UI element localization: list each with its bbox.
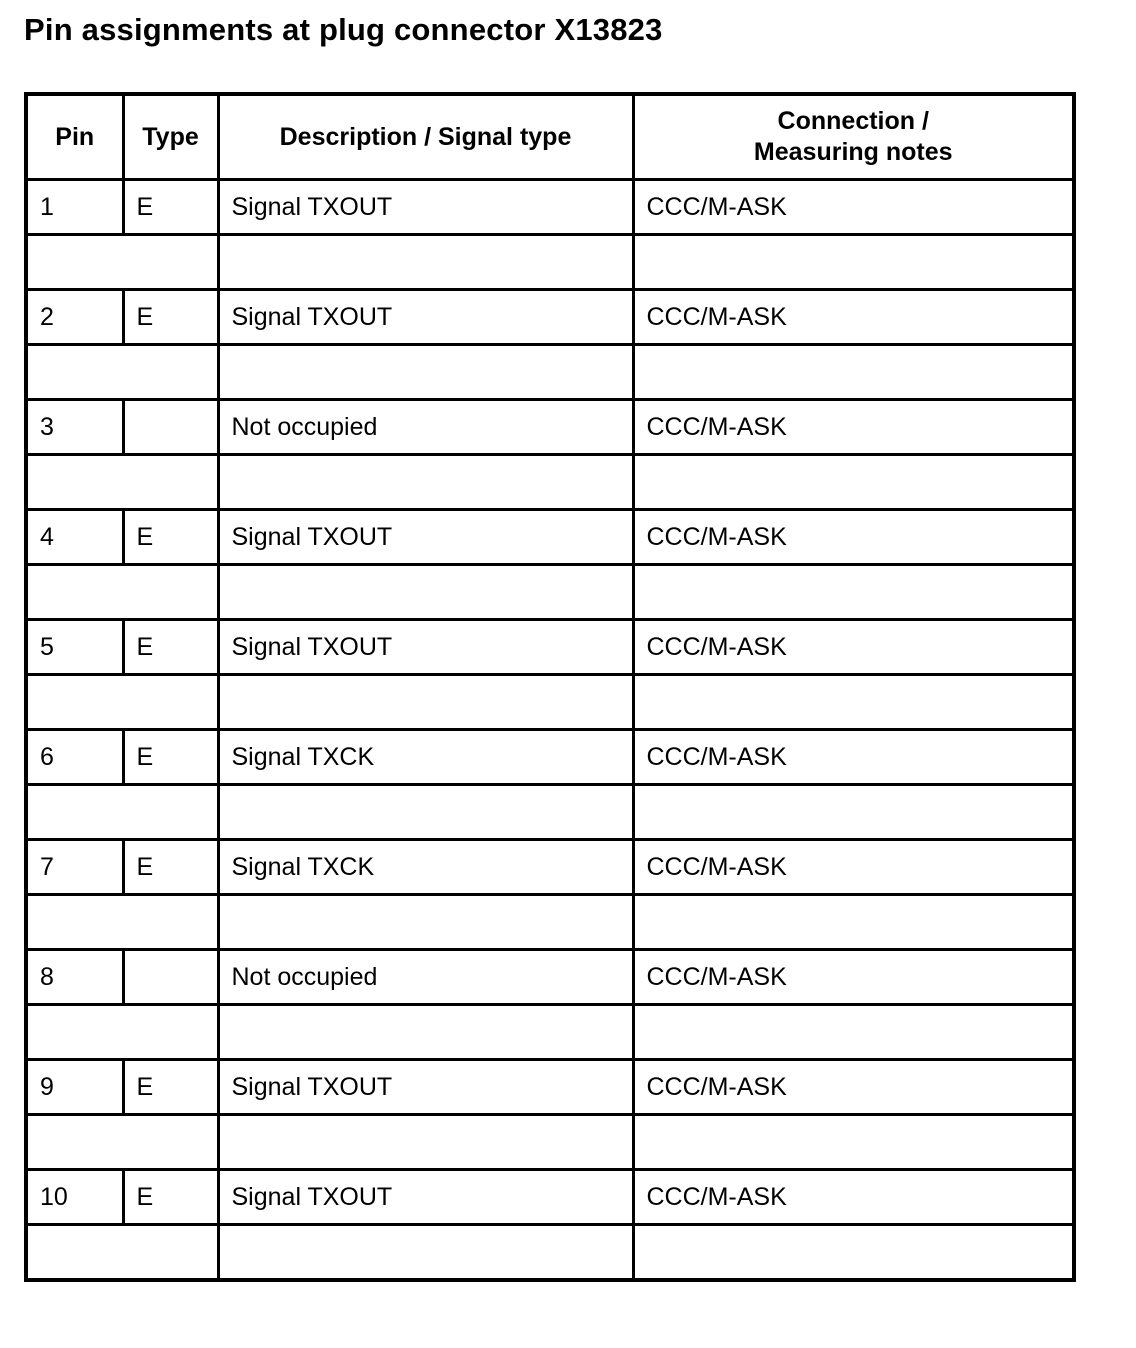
header-description: Description / Signal type	[218, 94, 633, 180]
cell-type: E	[123, 180, 218, 235]
header-type: Type	[123, 94, 218, 180]
cell-pin: 5	[26, 620, 123, 675]
spacer-cell-description	[218, 895, 633, 950]
spacer-cell-pin-type	[26, 785, 218, 840]
table-spacer-row	[26, 1115, 1074, 1170]
spacer-cell-pin-type	[26, 1225, 218, 1281]
cell-connection: CCC/M-ASK	[633, 180, 1074, 235]
cell-type	[123, 950, 218, 1005]
cell-pin: 8	[26, 950, 123, 1005]
cell-description: Signal TXOUT	[218, 510, 633, 565]
table-spacer-row	[26, 1005, 1074, 1060]
table-row	[26, 840, 1074, 895]
spacer-cell-connection	[633, 895, 1074, 950]
spacer-cell-description	[218, 235, 633, 290]
cell-connection: CCC/M-ASK	[633, 950, 1074, 1005]
spacer-cell-description	[218, 455, 633, 510]
header-connection-line2: Measuring notes	[753, 138, 953, 166]
table-row	[26, 400, 1074, 455]
cell-description: Signal TXCK	[218, 730, 633, 785]
spacer-cell-description	[218, 345, 633, 400]
cell-type: E	[123, 620, 218, 675]
spacer-cell-connection	[633, 565, 1074, 620]
table-row	[26, 180, 1074, 235]
cell-connection: CCC/M-ASK	[633, 400, 1074, 455]
spacer-cell-pin-type	[26, 1115, 218, 1170]
cell-connection: CCC/M-ASK	[633, 730, 1074, 785]
spacer-cell-connection	[633, 675, 1074, 730]
spacer-cell-description	[218, 1225, 633, 1281]
cell-description: Not occupied	[218, 400, 633, 455]
cell-pin: 7	[26, 840, 123, 895]
spacer-cell-description	[218, 785, 633, 840]
header-connection-line1: Connection /	[777, 107, 929, 135]
table-row	[26, 620, 1074, 675]
cell-description: Signal TXOUT	[218, 1170, 633, 1225]
cell-pin: 1	[26, 180, 123, 235]
header-connection	[633, 94, 1074, 180]
cell-pin: 2	[26, 290, 123, 345]
spacer-cell-connection	[633, 1115, 1074, 1170]
cell-type: E	[123, 730, 218, 785]
spacer-cell-connection	[633, 455, 1074, 510]
page-title: Pin assignments at plug connector X13823	[24, 12, 663, 47]
spacer-cell-description	[218, 675, 633, 730]
cell-type: E	[123, 1170, 218, 1225]
spacer-cell-connection	[633, 1005, 1074, 1060]
cell-description: Signal TXOUT	[218, 290, 633, 345]
table-header-row	[26, 94, 1074, 180]
spacer-cell-pin-type	[26, 455, 218, 510]
table-spacer-row	[26, 345, 1074, 400]
cell-description: Signal TXOUT	[218, 1060, 633, 1115]
table-spacer-row	[26, 675, 1074, 730]
cell-pin: 4	[26, 510, 123, 565]
cell-connection: CCC/M-ASK	[633, 1170, 1074, 1225]
table-spacer-row	[26, 895, 1074, 950]
cell-connection: CCC/M-ASK	[633, 1060, 1074, 1115]
table-spacer-row	[26, 565, 1074, 620]
spacer-cell-connection	[633, 345, 1074, 400]
table-spacer-row	[26, 1225, 1074, 1281]
table-spacer-row	[26, 455, 1074, 510]
pin-assignment-table	[24, 92, 1076, 1282]
spacer-cell-description	[218, 565, 633, 620]
table-row	[26, 1060, 1074, 1115]
table-row	[26, 290, 1074, 345]
spacer-cell-pin-type	[26, 235, 218, 290]
cell-description: Not occupied	[218, 950, 633, 1005]
spacer-cell-connection	[633, 235, 1074, 290]
spacer-cell-pin-type	[26, 895, 218, 950]
spacer-cell-pin-type	[26, 675, 218, 730]
cell-connection: CCC/M-ASK	[633, 290, 1074, 345]
table-row	[26, 730, 1074, 785]
cell-connection: CCC/M-ASK	[633, 510, 1074, 565]
spacer-cell-description	[218, 1005, 633, 1060]
spacer-cell-description	[218, 1115, 633, 1170]
table-row	[26, 510, 1074, 565]
spacer-cell-pin-type	[26, 565, 218, 620]
spacer-cell-connection	[633, 785, 1074, 840]
cell-connection: CCC/M-ASK	[633, 620, 1074, 675]
cell-pin: 3	[26, 400, 123, 455]
table-spacer-row	[26, 235, 1074, 290]
cell-type: E	[123, 1060, 218, 1115]
cell-pin: 10	[26, 1170, 123, 1225]
spacer-cell-pin-type	[26, 1005, 218, 1060]
cell-connection: CCC/M-ASK	[633, 840, 1074, 895]
table-row	[26, 1170, 1074, 1225]
spacer-cell-connection	[633, 1225, 1074, 1281]
cell-pin: 9	[26, 1060, 123, 1115]
cell-type: E	[123, 290, 218, 345]
header-pin: Pin	[26, 94, 123, 180]
cell-description: Signal TXOUT	[218, 180, 633, 235]
cell-type	[123, 400, 218, 455]
table-row	[26, 950, 1074, 1005]
cell-description: Signal TXCK	[218, 840, 633, 895]
spacer-cell-pin-type	[26, 345, 218, 400]
cell-description: Signal TXOUT	[218, 620, 633, 675]
cell-pin: 6	[26, 730, 123, 785]
cell-type: E	[123, 840, 218, 895]
table-spacer-row	[26, 785, 1074, 840]
cell-type: E	[123, 510, 218, 565]
